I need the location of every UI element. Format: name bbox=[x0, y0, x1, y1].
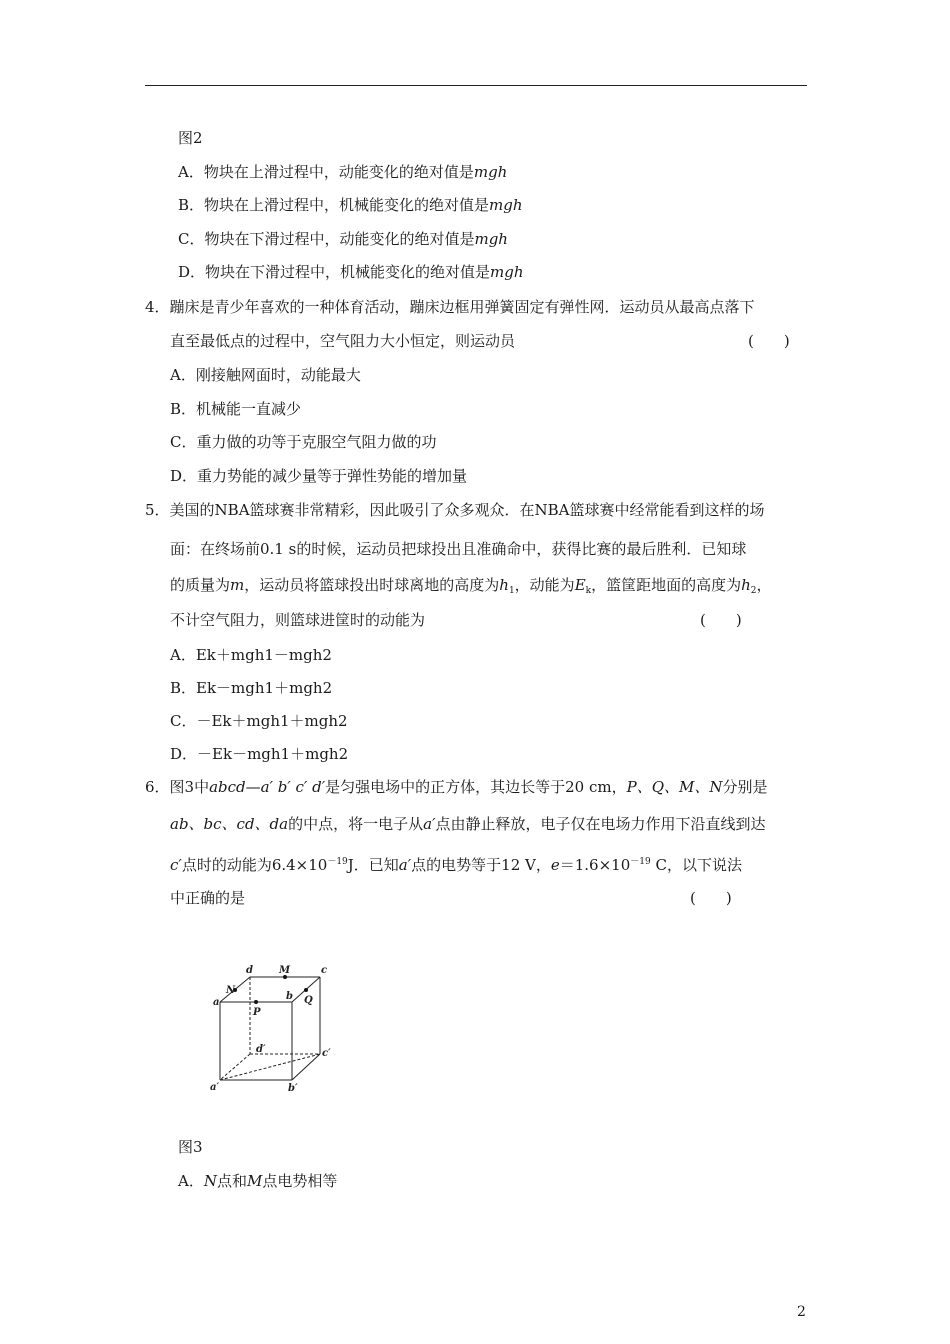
q5-stem-line2: 面：在终场前0.1 s的时候，运动员把球投出且准确命中，获得比赛的最后胜利．已知球 bbox=[170, 540, 747, 558]
label-a-prime: a′ bbox=[210, 1082, 220, 1093]
q4-stem-line2: 直至最低点的过程中，空气阻力大小恒定，则运动员 bbox=[170, 332, 516, 350]
label-c-prime: c′ bbox=[322, 1048, 331, 1059]
q4-stem-line1: 4．蹦床是青少年喜欢的一种体育活动，蹦床边框用弹簧固定有弹性网．运动员从最高点落下 bbox=[145, 298, 755, 316]
q3-option-d: D．物块在下滑过程中，机械能变化的绝对值是mgh bbox=[178, 263, 524, 281]
q5-stem-line1: 5．美国的NBA篮球赛非常精彩，因此吸引了众多观众．在NBA篮球赛中经常能看到这样的场 bbox=[145, 501, 765, 519]
q6-answer-blank: ( ) bbox=[690, 889, 732, 907]
label-d: d bbox=[246, 965, 253, 976]
q5-stem-line4: 不计空气阻力，则篮球进筐时的动能为 bbox=[170, 611, 426, 629]
label-d-prime: d′ bbox=[256, 1044, 266, 1055]
figure-2-caption: 图2 bbox=[178, 129, 203, 147]
q5-stem-line3: 的质量为m，运动员将篮球投出时球离地的高度为$h_1$，动能为$E_k$，篮筐距地面的高度为$h_2$， bbox=[170, 576, 772, 596]
q6-stem-line3: c′点时的动能为$6.4\times 10^{-19}J$．已知a′点的电势等于12 V，$e=1.6\times 10^{-19}$ C，以下说法 bbox=[170, 856, 742, 874]
page-number: 2 bbox=[797, 1304, 806, 1320]
q4-answer-blank: ( ) bbox=[748, 332, 790, 350]
q6-stem-line1: 6．图3中abcd—a′ b′ c′ d′是匀强电场中的正方体，其边长等于20 cm，P、Q、M、N分别是 bbox=[145, 778, 768, 796]
q4-option-d: D．重力势能的减少量等于弹性势能的增加量 bbox=[170, 467, 468, 485]
q4-option-b: B．机械能一直减少 bbox=[170, 400, 302, 418]
q6-option-a: A．N点和M点电势相等 bbox=[178, 1172, 338, 1190]
q6-stem-line4: 中正确的是 bbox=[170, 889, 246, 907]
figure-3-caption: 图3 bbox=[178, 1138, 203, 1156]
q5-answer-blank: ( ) bbox=[700, 611, 742, 629]
label-c: c bbox=[321, 965, 328, 976]
q5-option-b: B．Ek－mgh1＋mgh2 bbox=[170, 679, 333, 697]
q5-option-c: C．－Ek＋mgh1＋mgh2 bbox=[170, 712, 348, 730]
q6-stem-line2: ab、bc、cd、da的中点，将一电子从a′点由静止释放，电子仅在电场力作用下沿直线到达 bbox=[170, 815, 766, 833]
q3-option-c: C．物块在下滑过程中，动能变化的绝对值是mgh bbox=[178, 230, 508, 248]
label-p: P bbox=[253, 1007, 261, 1018]
label-b: b bbox=[286, 991, 293, 1002]
cube-figure bbox=[200, 960, 360, 1100]
label-n: N bbox=[226, 985, 236, 996]
q5-option-d: D．－Ek－mgh1＋mgh2 bbox=[170, 745, 349, 763]
label-q: Q bbox=[304, 995, 313, 1006]
q4-option-a: A．刚接触网面时，动能最大 bbox=[170, 366, 361, 384]
q4-option-c: C．重力做的功等于克服空气阻力做的功 bbox=[170, 433, 437, 451]
header-rule bbox=[145, 85, 807, 86]
q3-option-b: B．物块在上滑过程中，机械能变化的绝对值是mgh bbox=[178, 196, 523, 214]
label-b-prime: b′ bbox=[288, 1083, 298, 1094]
q5-option-a: A．Ek＋mgh1－mgh2 bbox=[170, 646, 332, 664]
label-a: a bbox=[213, 997, 220, 1008]
label-m: M bbox=[279, 965, 291, 976]
q3-option-a: A．物块在上滑过程中，动能变化的绝对值是mgh bbox=[178, 163, 508, 181]
